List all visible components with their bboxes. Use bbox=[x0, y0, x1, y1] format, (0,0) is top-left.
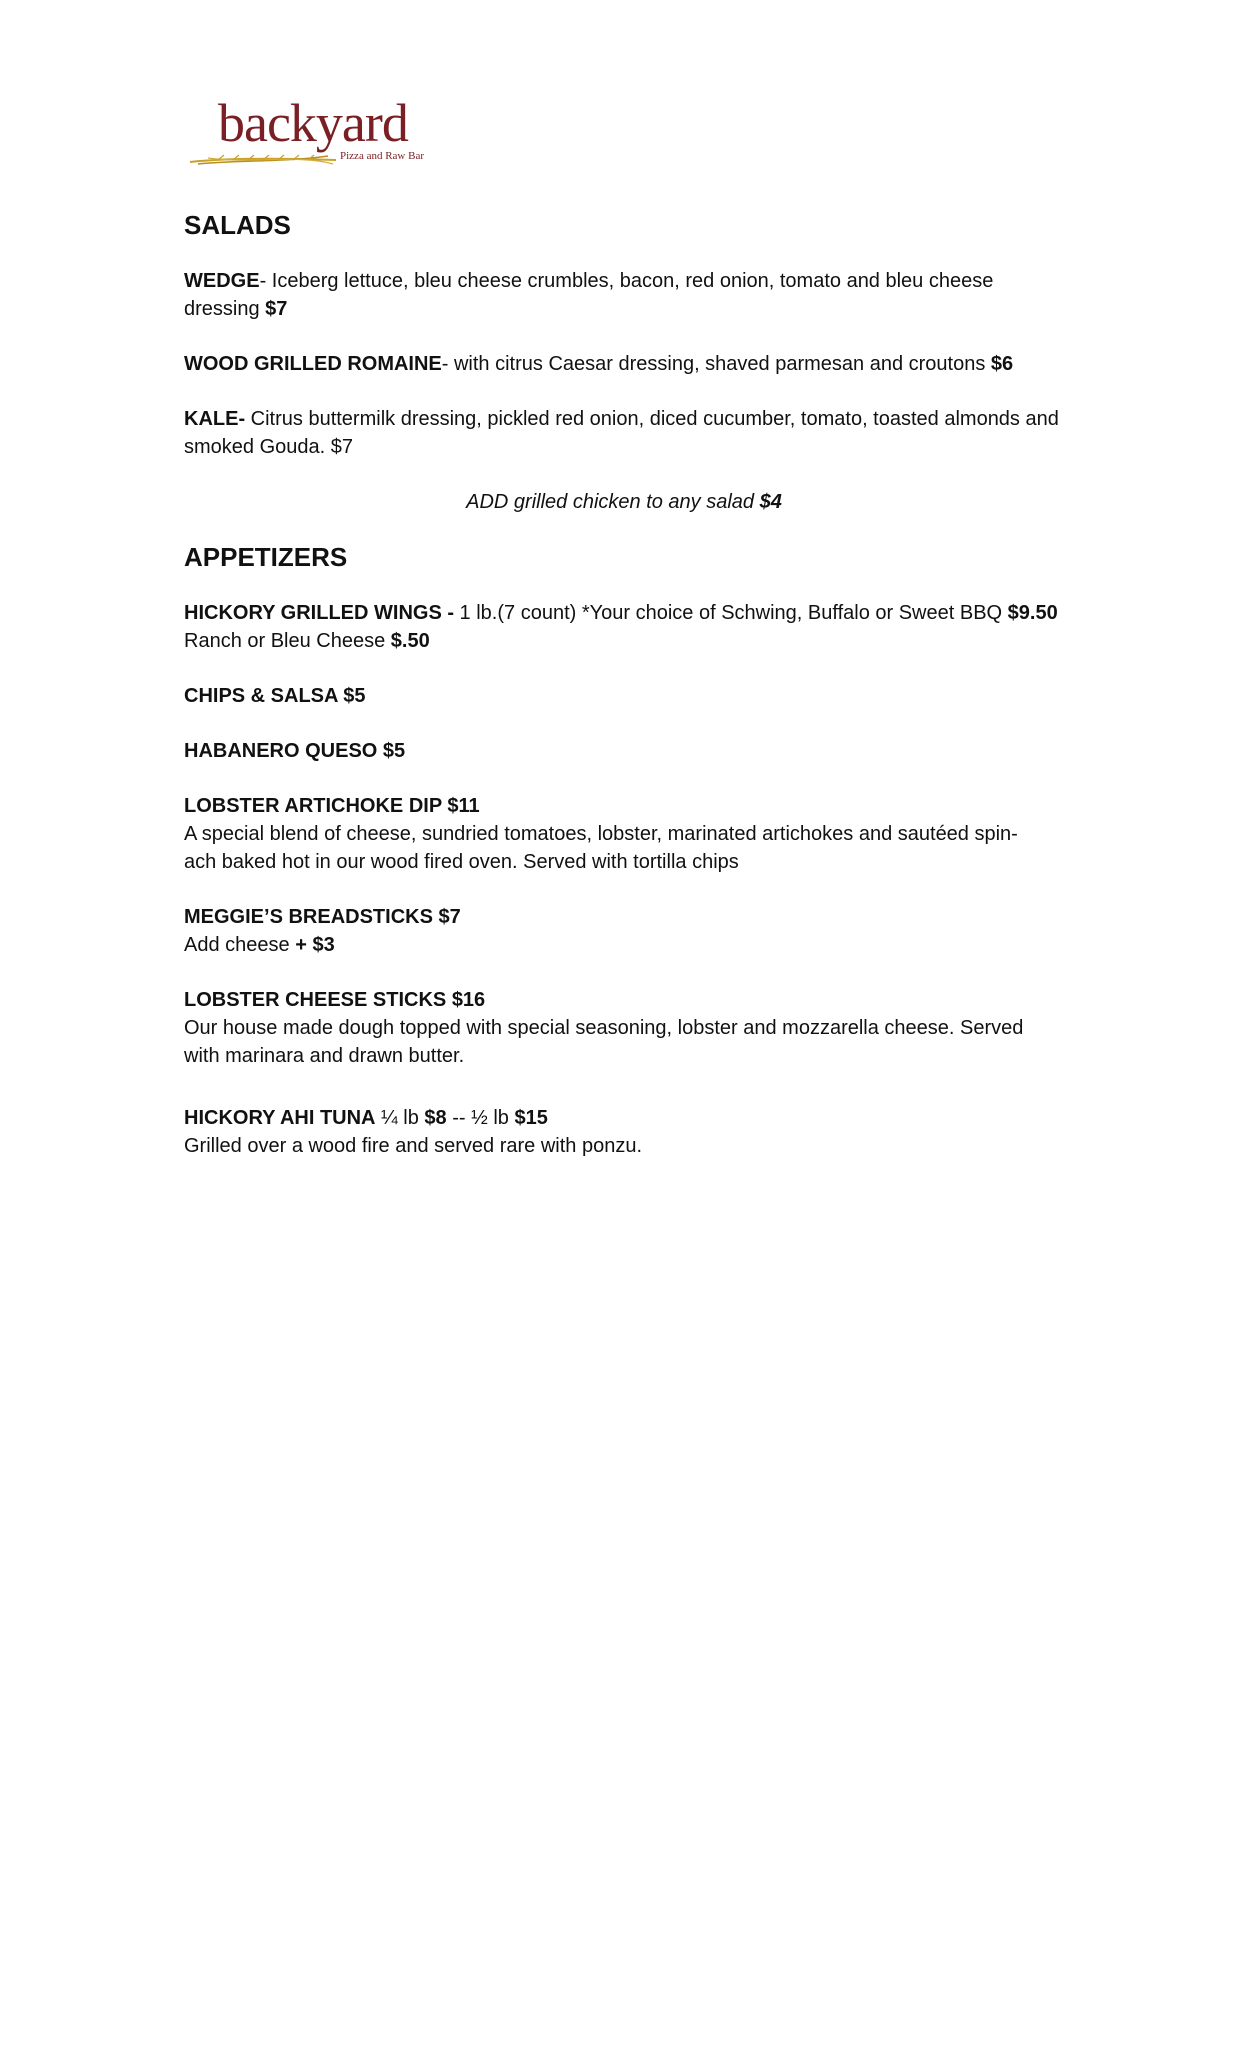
item-extra-price: $.50 bbox=[390, 630, 430, 653]
note-text: ADD grilled chicken to any salad bbox=[466, 491, 760, 514]
menu-item-chips: CHIPS & SALSA $5 bbox=[184, 685, 366, 708]
add-chicken-note bbox=[184, 488, 1064, 516]
item-name: MEGGIE’S BREADSTICKS $7 bbox=[184, 906, 461, 929]
item-desc: Our house made dough topped with special seasoning, lobster and mozzarella cheese. Served with marinara and drawn butter. bbox=[184, 1017, 1024, 1068]
item-qty-2: -- ½ lb bbox=[446, 1107, 515, 1130]
item-name: LOBSTER CHEESE STICKS $16 bbox=[184, 989, 486, 1012]
menu-item-queso: HABANERO QUESO $5 bbox=[184, 740, 406, 763]
item-name: LOBSTER ARTICHOKE DIP $11 bbox=[184, 795, 480, 818]
menu-item-romaine bbox=[184, 350, 1064, 378]
menu-item-lobster-dip bbox=[184, 792, 1064, 876]
item-price: $7 bbox=[265, 298, 288, 321]
item-desc-line1: A special blend of cheese, sundried tomatoes, lobster, marinated artichokes and sautéed spin- bbox=[184, 823, 1018, 846]
item-desc: Grilled over a wood fire and served rare with ponzu. bbox=[184, 1135, 643, 1158]
menu-item-wedge bbox=[184, 267, 1064, 323]
menu-item-ahi-tuna bbox=[184, 1104, 1064, 1160]
note-price: $4 bbox=[759, 491, 782, 514]
menu-item-breadsticks bbox=[184, 903, 1064, 959]
item-name: KALE- bbox=[184, 408, 246, 431]
item-qty-1: ¼ lb bbox=[375, 1107, 425, 1130]
item-desc: 1 lb.(7 count) *Your choice of Schwing, Buffalo or Sweet BBQ bbox=[454, 602, 1008, 625]
backyard-logo bbox=[188, 93, 448, 176]
item-extra: Add cheese bbox=[184, 934, 296, 957]
menu-content bbox=[184, 210, 1064, 1160]
item-desc: - Iceberg lettuce, bleu cheese crumbles, bacon, red onion, tomato and bleu cheese dressing bbox=[184, 270, 994, 321]
item-name: HICKORY GRILLED WINGS - bbox=[184, 602, 454, 625]
item-extra-price: + $3 bbox=[295, 934, 335, 957]
item-price: $9.50 bbox=[1007, 602, 1058, 625]
section-title-appetizers: APPETIZERS bbox=[184, 542, 348, 573]
item-desc: Citrus buttermilk dressing, pickled red onion, diced cucumber, tomato, toasted almonds and smoked Gouda. $7 bbox=[184, 408, 1059, 459]
menu-item-cheese-sticks bbox=[184, 986, 1064, 1070]
item-extra: Ranch or Bleu Cheese bbox=[184, 630, 391, 653]
item-desc: - with citrus Caesar dressing, shaved parmesan and croutons bbox=[441, 353, 991, 376]
menu-item-wings bbox=[184, 599, 1064, 655]
item-price-2: $15 bbox=[514, 1107, 548, 1130]
menu-item-kale bbox=[184, 405, 1064, 461]
logo-wordmark: backyard bbox=[218, 93, 408, 153]
item-name: WEDGE bbox=[184, 270, 260, 293]
item-price: $6 bbox=[990, 353, 1014, 376]
item-name: HICKORY AHI TUNA bbox=[184, 1107, 376, 1130]
item-price-1: $8 bbox=[424, 1107, 447, 1130]
logo-tagline: Pizza and Raw Bar bbox=[340, 150, 424, 162]
item-desc-line2: ach baked hot in our wood fired oven. Served with tortilla chips bbox=[184, 851, 739, 874]
item-name: WOOD GRILLED ROMAINE bbox=[184, 353, 442, 376]
section-title-salads: SALADS bbox=[184, 210, 291, 240]
